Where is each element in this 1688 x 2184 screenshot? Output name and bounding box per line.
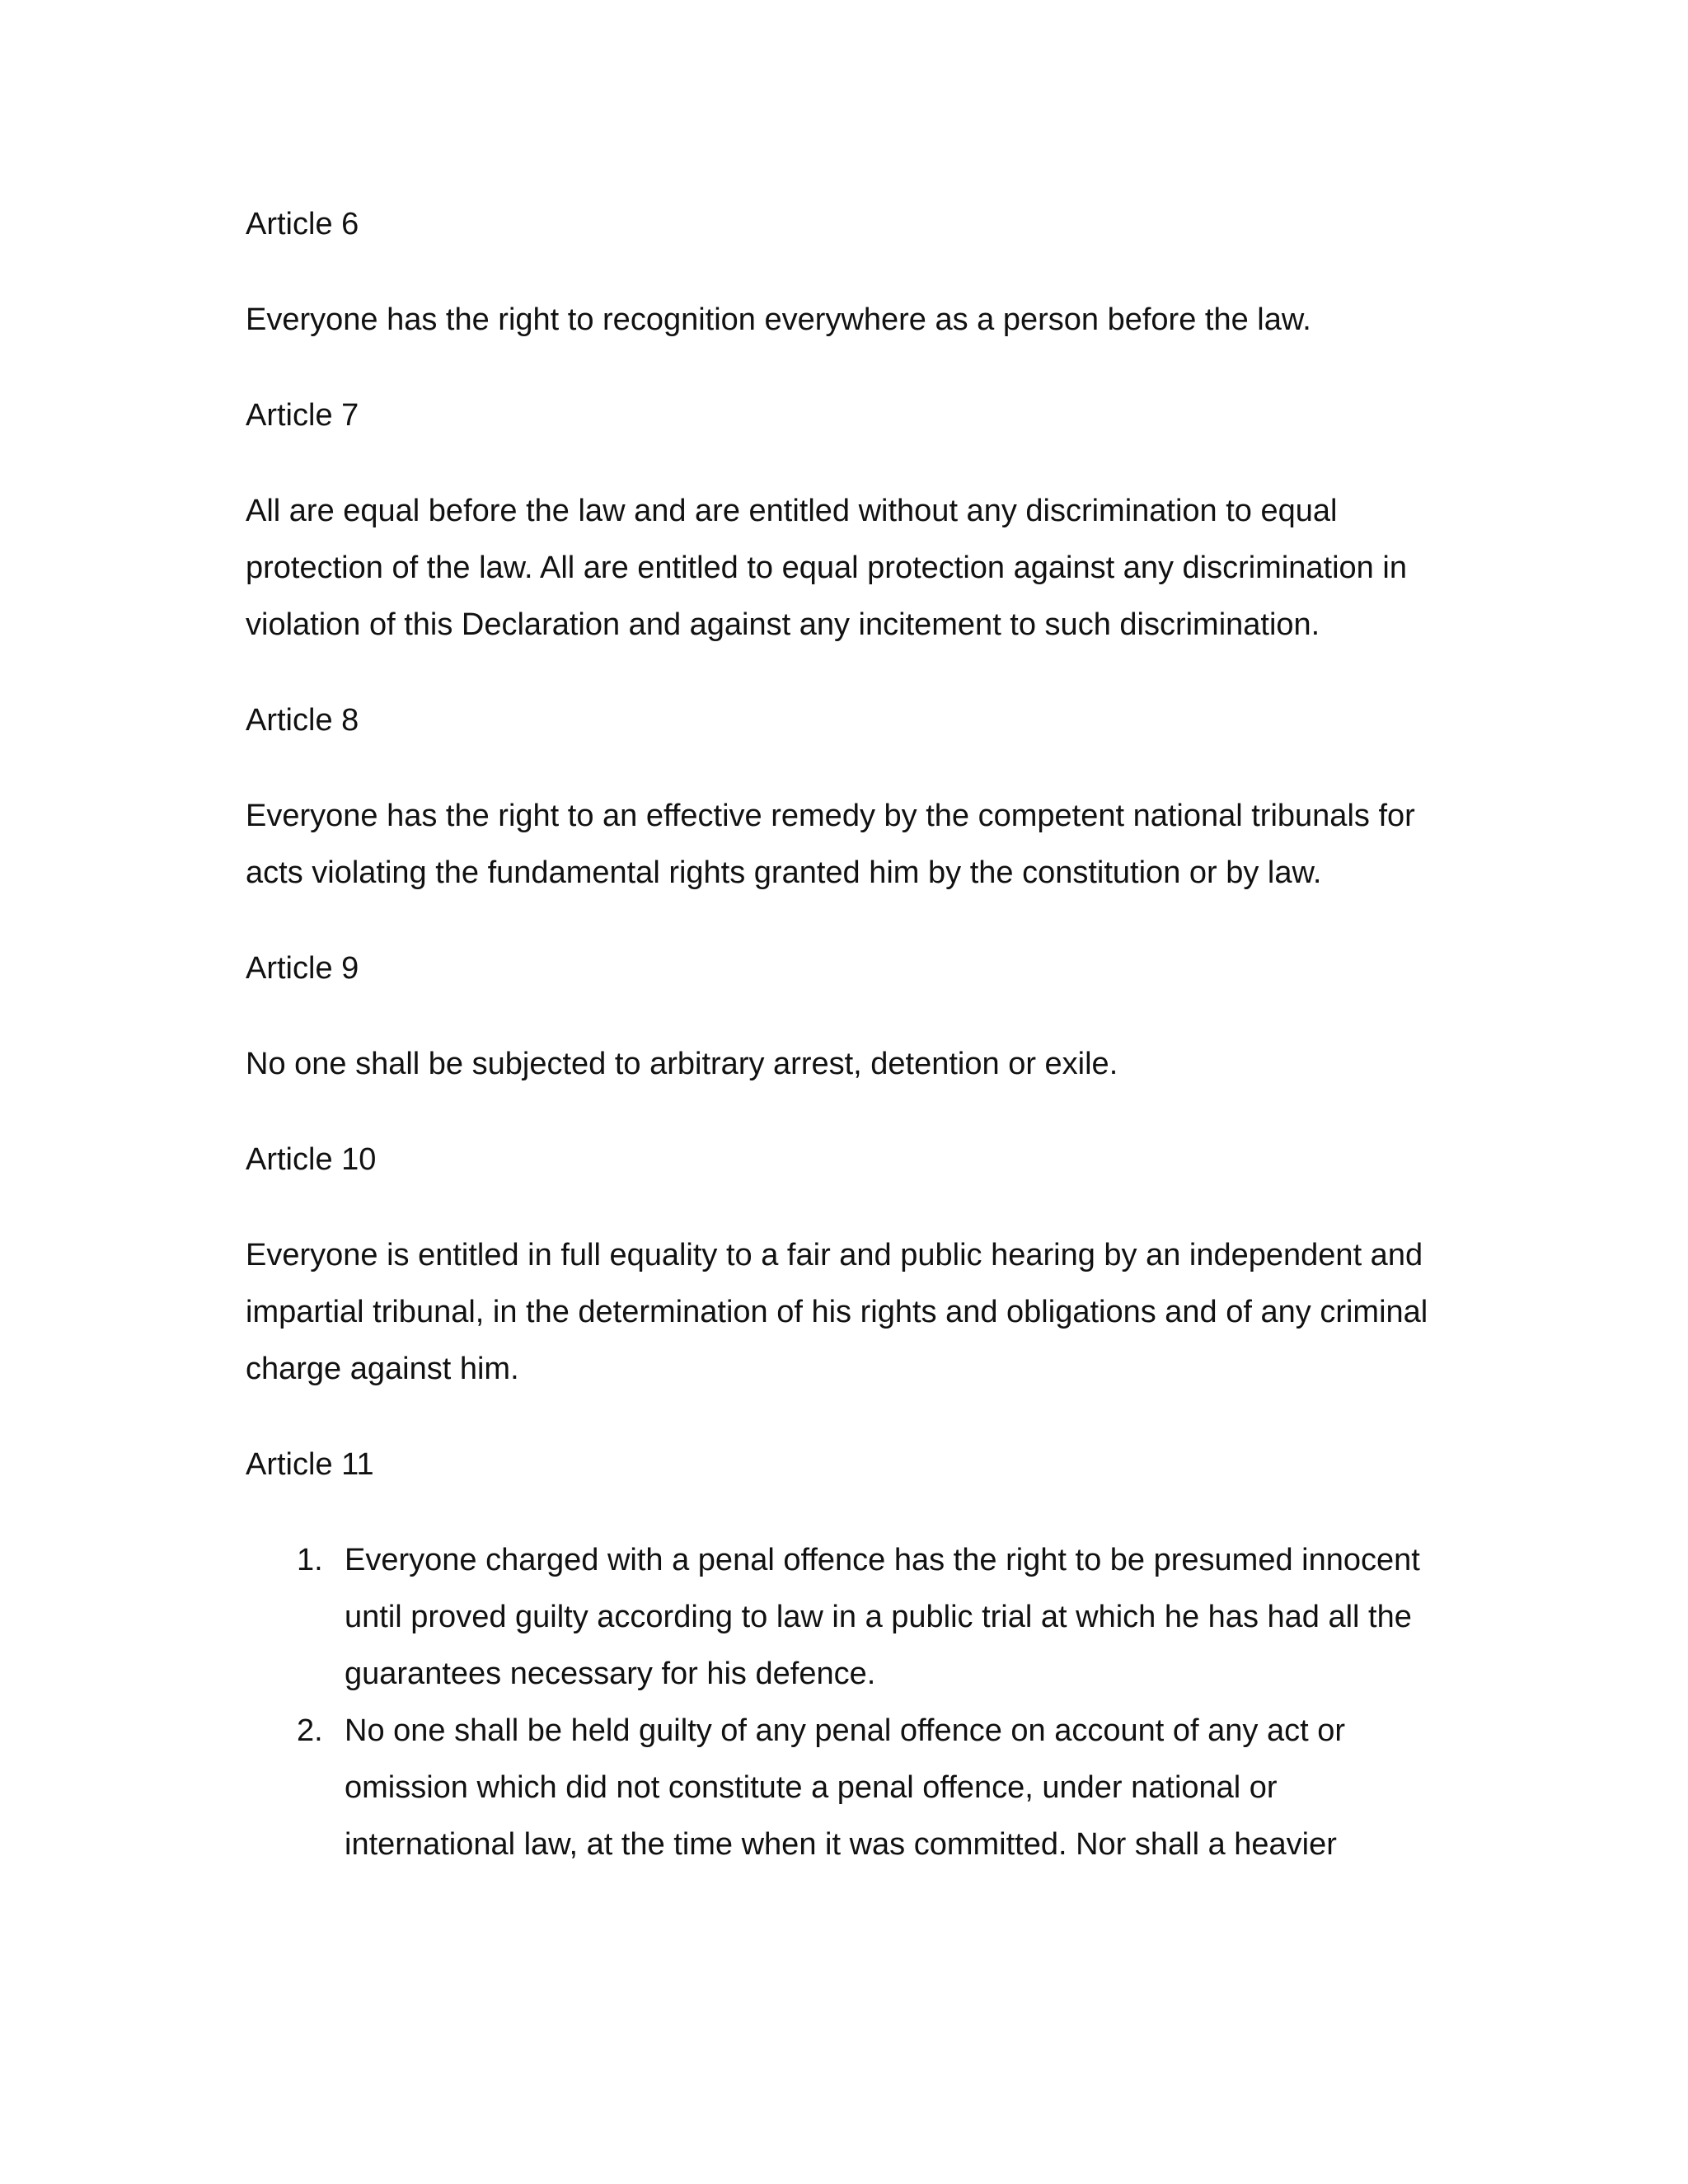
article-paragraph: All are equal before the law and are entitled without any discrimination to equal protection of the law. All are entitled to equal protection against any discrimination in violation of this Declaration and against any incitement to such discrimination.	[246, 494, 1407, 642]
article-numbered-list	[246, 1532, 1449, 1873]
list-item-number: 2.	[297, 1713, 323, 1748]
list-item-number: 1.	[297, 1543, 323, 1577]
document-body	[246, 196, 1449, 1873]
list-item-text: No one shall be held guilty of any penal offence on account of any act or omission which did not constitute a penal offence, under national or international law, at the time when it was committed. Nor shall a heavier	[345, 1713, 1346, 1862]
article-heading: Article 6	[246, 207, 359, 241]
list-item	[246, 1703, 1449, 1873]
article-paragraph: Everyone is entitled in full equality to a fair and public hearing by an independent and impartial tribunal, in the determination of his rights and obligations and of any criminal charge against him.	[246, 1238, 1428, 1386]
article-heading: Article 9	[246, 951, 359, 986]
article-heading: Article 11	[246, 1447, 374, 1482]
article-heading: Article 10	[246, 1142, 377, 1177]
article-paragraph: No one shall be subjected to arbitrary arrest, detention or exile.	[246, 1047, 1118, 1081]
article-paragraph: Everyone has the right to an effective remedy by the competent national tribunals for acts violating the fundamental rights granted him by the constitution or by law.	[246, 799, 1415, 890]
article-heading: Article 7	[246, 398, 359, 433]
list-item	[246, 1532, 1449, 1703]
article-heading: Article 8	[246, 703, 359, 738]
article-paragraph: Everyone has the right to recognition everywhere as a person before the law.	[246, 302, 1311, 337]
list-item-text: Everyone charged with a penal offence has the right to be presumed innocent until proved guilty according to law in a public trial at which he has had all the guarantees necessary for his defence.	[345, 1543, 1420, 1691]
